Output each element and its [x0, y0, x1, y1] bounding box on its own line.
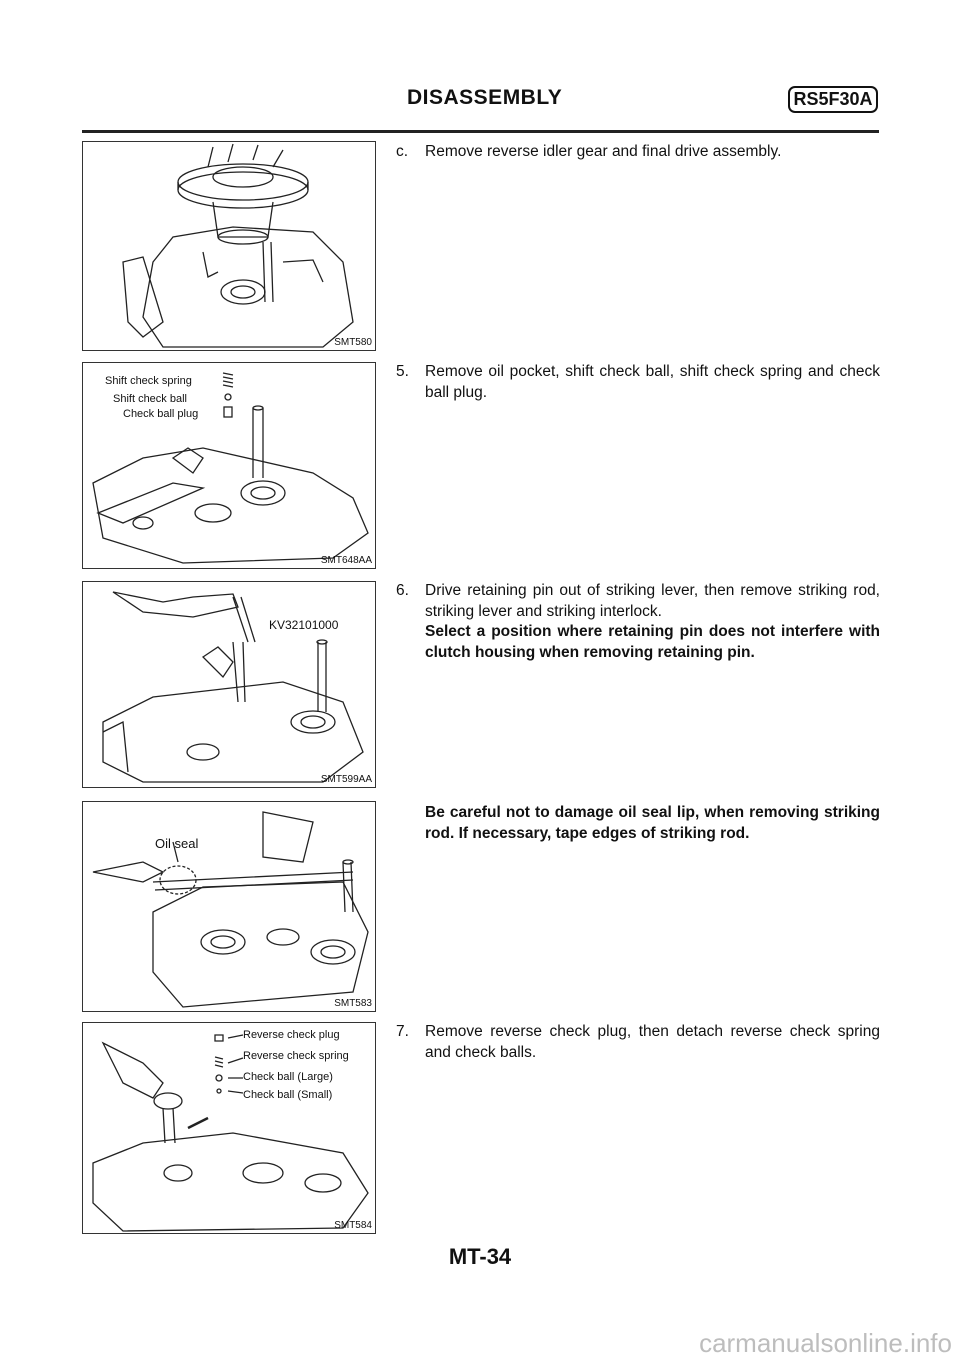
model-badge: RS5F30A — [788, 86, 878, 113]
figure-code: SMT583 — [334, 998, 372, 1009]
striking-rod-illustration — [83, 582, 376, 788]
step-text: Remove reverse idler gear and final drive assembly. — [425, 143, 782, 160]
step-number: 6. — [396, 582, 409, 599]
callout-tool-number: KV32101000 — [269, 618, 339, 632]
step-number: c. — [396, 143, 409, 160]
step-text: Remove reverse check plug, then detach reverse check spring and check balls. — [425, 1023, 880, 1061]
step-6 — [396, 580, 880, 622]
callout-check-ball-large: Check ball (Large) — [243, 1071, 333, 1083]
callout-shift-check-spring: Shift check spring — [105, 375, 192, 387]
step-number: 7. — [396, 1023, 409, 1040]
header-rule — [82, 130, 879, 133]
caution-retaining-pin: Select a position where retaining pin does not interfere with clutch housing when removing retaining pin. — [425, 623, 880, 661]
callout-check-ball-plug: Check ball plug — [123, 408, 199, 420]
figure-smt580 — [82, 141, 376, 351]
final-drive-illustration — [83, 142, 376, 351]
page-number: MT-34 — [448, 1244, 512, 1269]
step-text: Drive retaining pin out of striking lever, then remove striking rod, striking lever and striking interlock. — [425, 582, 880, 620]
callout-check-ball-small: Check ball (Small) — [243, 1089, 333, 1101]
caution-oil-seal: Be careful not to damage oil seal lip, when removing striking rod. If necessary, tape edges of striking rod. — [425, 804, 880, 842]
figure-code: SMT580 — [334, 337, 372, 348]
figure-code: SMT648AA — [320, 555, 372, 566]
page-title: DISASSEMBLY — [407, 86, 563, 109]
step-5 — [396, 361, 880, 403]
callout-reverse-check-spring: Reverse check spring — [243, 1050, 349, 1062]
step-7 — [396, 1021, 880, 1063]
step-text: Remove oil pocket, shift check ball, shift check spring and check ball plug. — [425, 363, 880, 401]
watermark-text: carmanualsonline.info — [699, 1328, 952, 1358]
callout-shift-check-ball: Shift check ball — [113, 393, 187, 405]
figure-smt584 — [82, 1022, 376, 1234]
figure-smt648aa — [82, 362, 376, 569]
figure-code: SMT584 — [334, 1220, 372, 1231]
step-c — [396, 141, 880, 162]
callout-oil-seal: Oil seal — [155, 836, 199, 851]
figure-smt599aa — [82, 581, 376, 788]
callout-reverse-check-plug: Reverse check plug — [243, 1029, 340, 1041]
step-number: 5. — [396, 363, 409, 380]
figure-smt583 — [82, 801, 376, 1012]
figure-code: SMT599AA — [320, 774, 372, 785]
oil-seal-illustration — [83, 802, 376, 1012]
